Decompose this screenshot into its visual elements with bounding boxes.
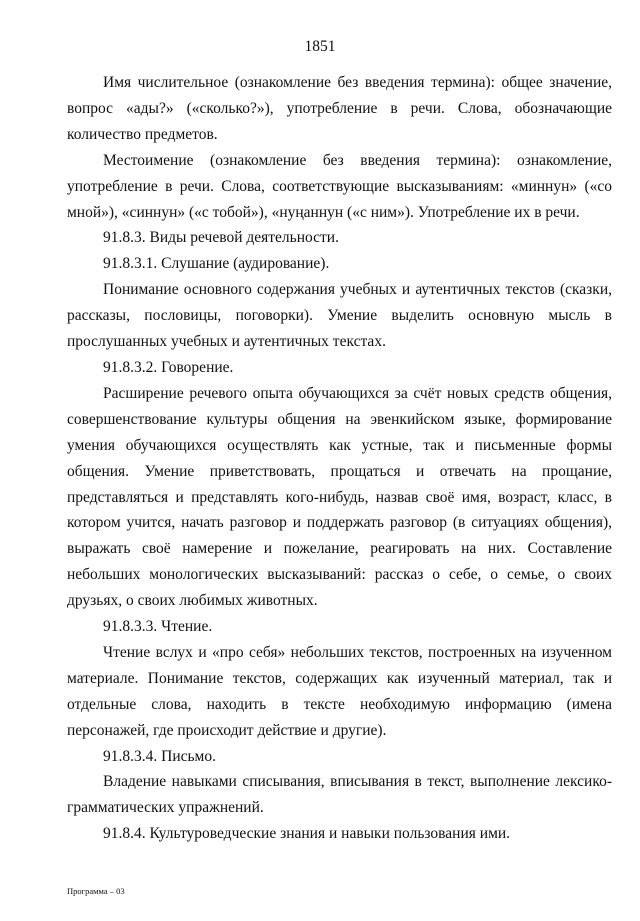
section-heading-speaking: 91.8.3.2. Говорение. [103, 358, 234, 376]
page-footer: Программа – 03 [67, 886, 125, 896]
paragraph-numeral: Имя числительное (ознакомление без введения термина): общее значение, вопрос «ады?» («сколько?»), употребление в речи. Слова, обозначающие количество предметов. [67, 74, 612, 143]
section-heading-reading: 91.8.3.3. Чтение. [103, 618, 213, 636]
paragraph-listening: Понимание основного содержания учебных и аутентичных текстов (сказки, рассказы, пословицы, поговорки). Умение выделить основную мысль в прослушанных учебных и аутентичных текстах. [67, 281, 612, 351]
paragraph-speaking: Расширение речевого опыта обучающихся за счёт новых средств общения, совершенствование культуры общения на эвенкийском языке, формирование умения обучающихся осуществлять как устные, так и письменные формы общения. Умение приветствовать, прощаться и отвечать на прощание, представляться и представлять кого-нибудь, назвав своё имя, возраст, класс, в котором учится, начать разговор и поддержать разговор (в ситуациях общения), выражать своё намерение и пожелание, реагировать на них. Составление небольших монологических высказываний: рассказ о себе, о семье, о своих друзьях, о своих любимых животных. [67, 384, 612, 610]
page-number: 1851 [304, 38, 336, 55]
document-body [67, 70, 612, 847]
section-heading-listening: 91.8.3.1. Слушание (аудирование). [103, 255, 330, 273]
paragraph-reading: Чтение вслух и «про себя» небольших текстов, построенных на изученном материале. Понимание текстов, содержащих как изученный материал, так и отдельные слова, находить в тексте необходимую информацию (имена персонажей, где происходит действие и другие). [67, 643, 612, 739]
section-heading-cultural-knowledge: 91.8.4. Культуроведческие знания и навыки пользования ими. [103, 825, 511, 843]
paragraph-writing: Владение навыками списывания, вписывания в текст, выполнение лексико-грамматических упражнений. [67, 773, 612, 817]
section-heading-speech-activity: 91.8.3. Виды речевой деятельности. [103, 229, 339, 247]
paragraph-pronoun: Местоимение (ознакомление без введения термина): ознакомление, употребление в речи. Слова, соответствующие высказываниям: «миннун» («со мной»), «синнун» («с тобой»), «нуңаннун («с ним»). Употребление их в речи. [67, 151, 612, 221]
section-heading-writing: 91.8.3.4. Письмо. [103, 747, 216, 765]
